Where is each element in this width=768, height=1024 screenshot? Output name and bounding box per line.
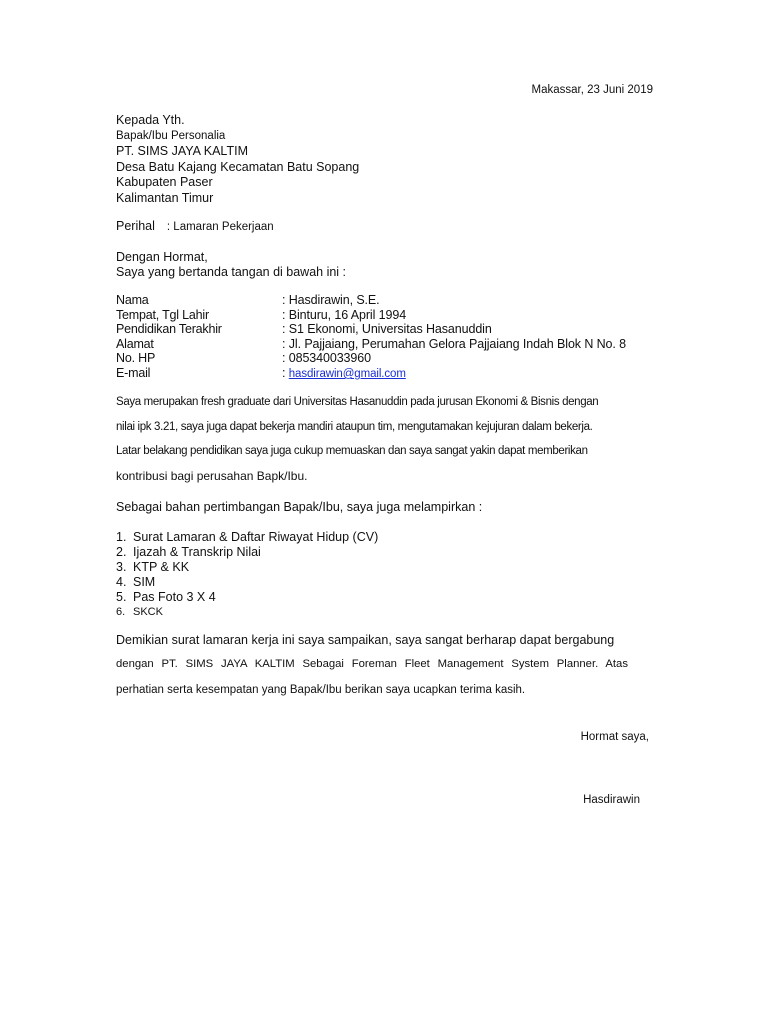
- greeting-block: [116, 250, 346, 280]
- subject-label: Perihal: [116, 219, 155, 233]
- identity-value: : Binturu, 16 April 1994: [282, 307, 407, 322]
- signature-name: Hasdirawin: [583, 794, 640, 806]
- attachment-item: [116, 590, 378, 605]
- attachment-number: 1.: [116, 530, 127, 544]
- attachment-item: [116, 545, 378, 560]
- identity-label: Tempat, Tgl Lahir: [116, 307, 209, 322]
- identity-value: : Jl. Pajjaiang, Perumahan Gelora Pajjaiang Indah Blok N No. 8: [282, 336, 627, 351]
- body-paragraph-line: Latar belakang pendidikan saya juga cukup memuaskan dan saya sangat yakin dapat memberikan: [116, 445, 588, 457]
- identity-row: [116, 351, 626, 366]
- attachments-intro: Sebagai bahan pertimbangan Bapak/Ibu, saya juga melampirkan :: [116, 500, 483, 514]
- body-paragraph-line: nilai ipk 3.21, saya juga dapat bekerja mandiri ataupun tim, mengutamakan kejujuran dalam bekerja.: [116, 421, 593, 433]
- identity-value: : Hasdirawin, S.E.: [282, 293, 380, 307]
- attachment-item: [116, 575, 378, 590]
- identity-row: [116, 322, 626, 337]
- recipient-block: [116, 113, 359, 206]
- attachment-number: 3.: [116, 560, 127, 574]
- attachment-text: Ijazah & Transkrip Nilai: [133, 545, 261, 559]
- recipient-line-3: Desa Batu Kajang Kecamatan Batu Sopang: [116, 159, 360, 174]
- attachment-item: [116, 530, 378, 545]
- attachment-number: 5.: [116, 590, 127, 604]
- recipient-line-4: Kabupaten Paser: [116, 175, 213, 189]
- closing-line-1: Demikian surat lamaran kerja ini saya sampaikan, saya sangat berharap dapat bergabung: [116, 633, 615, 647]
- attachment-text: Pas Foto 3 X 4: [133, 590, 216, 604]
- recipient-salutation: Kepada Yth.: [116, 113, 185, 127]
- identity-label: Alamat: [116, 336, 154, 351]
- body-paragraph-line: kontribusi bagi perusahan Bapk/Ibu.: [116, 469, 308, 483]
- identity-label: No. HP: [116, 351, 156, 366]
- attachment-text: Surat Lamaran & Daftar Riwayat Hidup (CV): [133, 530, 379, 544]
- attachment-item: [116, 605, 378, 620]
- attachment-number: 6.: [116, 606, 126, 618]
- letter-date: Makassar, 23 Juni 2019: [531, 84, 653, 96]
- identity-value: : S1 Ekonomi, Universitas Hasanuddin: [282, 322, 492, 337]
- recipient-line-5: Kalimantan Timur: [116, 190, 214, 205]
- subject-line: [116, 219, 274, 233]
- recipient-line-2: PT. SIMS JAYA KALTIM: [116, 144, 248, 158]
- identity-row: [116, 293, 626, 308]
- greeting-line-1: Dengan Hormat,: [116, 250, 208, 264]
- identity-label: Pendidikan Terakhir: [116, 322, 222, 337]
- identity-label: Nama: [116, 293, 149, 307]
- identity-table: [116, 293, 626, 382]
- closing-line-3: perhatian serta kesempatan yang Bapak/Ibu berikan saya ucapkan terima kasih.: [116, 684, 526, 696]
- greeting-line-2: Saya yang bertanda tangan di bawah ini :: [116, 265, 347, 279]
- body-paragraph-line: Saya merupakan fresh graduate dari Universitas Hasanuddin pada jurusan Ekonomi & Bisnis dengan: [116, 396, 599, 408]
- recipient-line-1: Bapak/Ibu Personalia: [116, 129, 226, 142]
- identity-row: [116, 337, 626, 352]
- attachment-item: [116, 560, 378, 575]
- signoff: Hormat saya,: [580, 731, 649, 743]
- identity-row: [116, 366, 626, 382]
- identity-value: : 085340033960: [282, 351, 371, 366]
- email-link[interactable]: hasdirawin@gmail.com: [288, 367, 406, 380]
- attachments-list: [116, 530, 378, 620]
- closing-line-2: dengan PT. SIMS JAYA KALTIM Sebagai Foreman Fleet Management System Planner. Atas: [116, 658, 628, 670]
- attachment-text: SIM: [133, 575, 156, 589]
- attachment-text: SKCK: [133, 606, 163, 618]
- attachment-number: 2.: [116, 545, 127, 559]
- subject-value: : Lamaran Pekerjaan: [166, 221, 274, 233]
- identity-row: [116, 308, 626, 323]
- attachment-text: KTP & KK: [133, 560, 190, 574]
- identity-label: E-mail: [116, 365, 151, 380]
- attachment-number: 4.: [116, 575, 127, 589]
- identity-value: [282, 366, 406, 382]
- email-prefix: :: [282, 365, 289, 380]
